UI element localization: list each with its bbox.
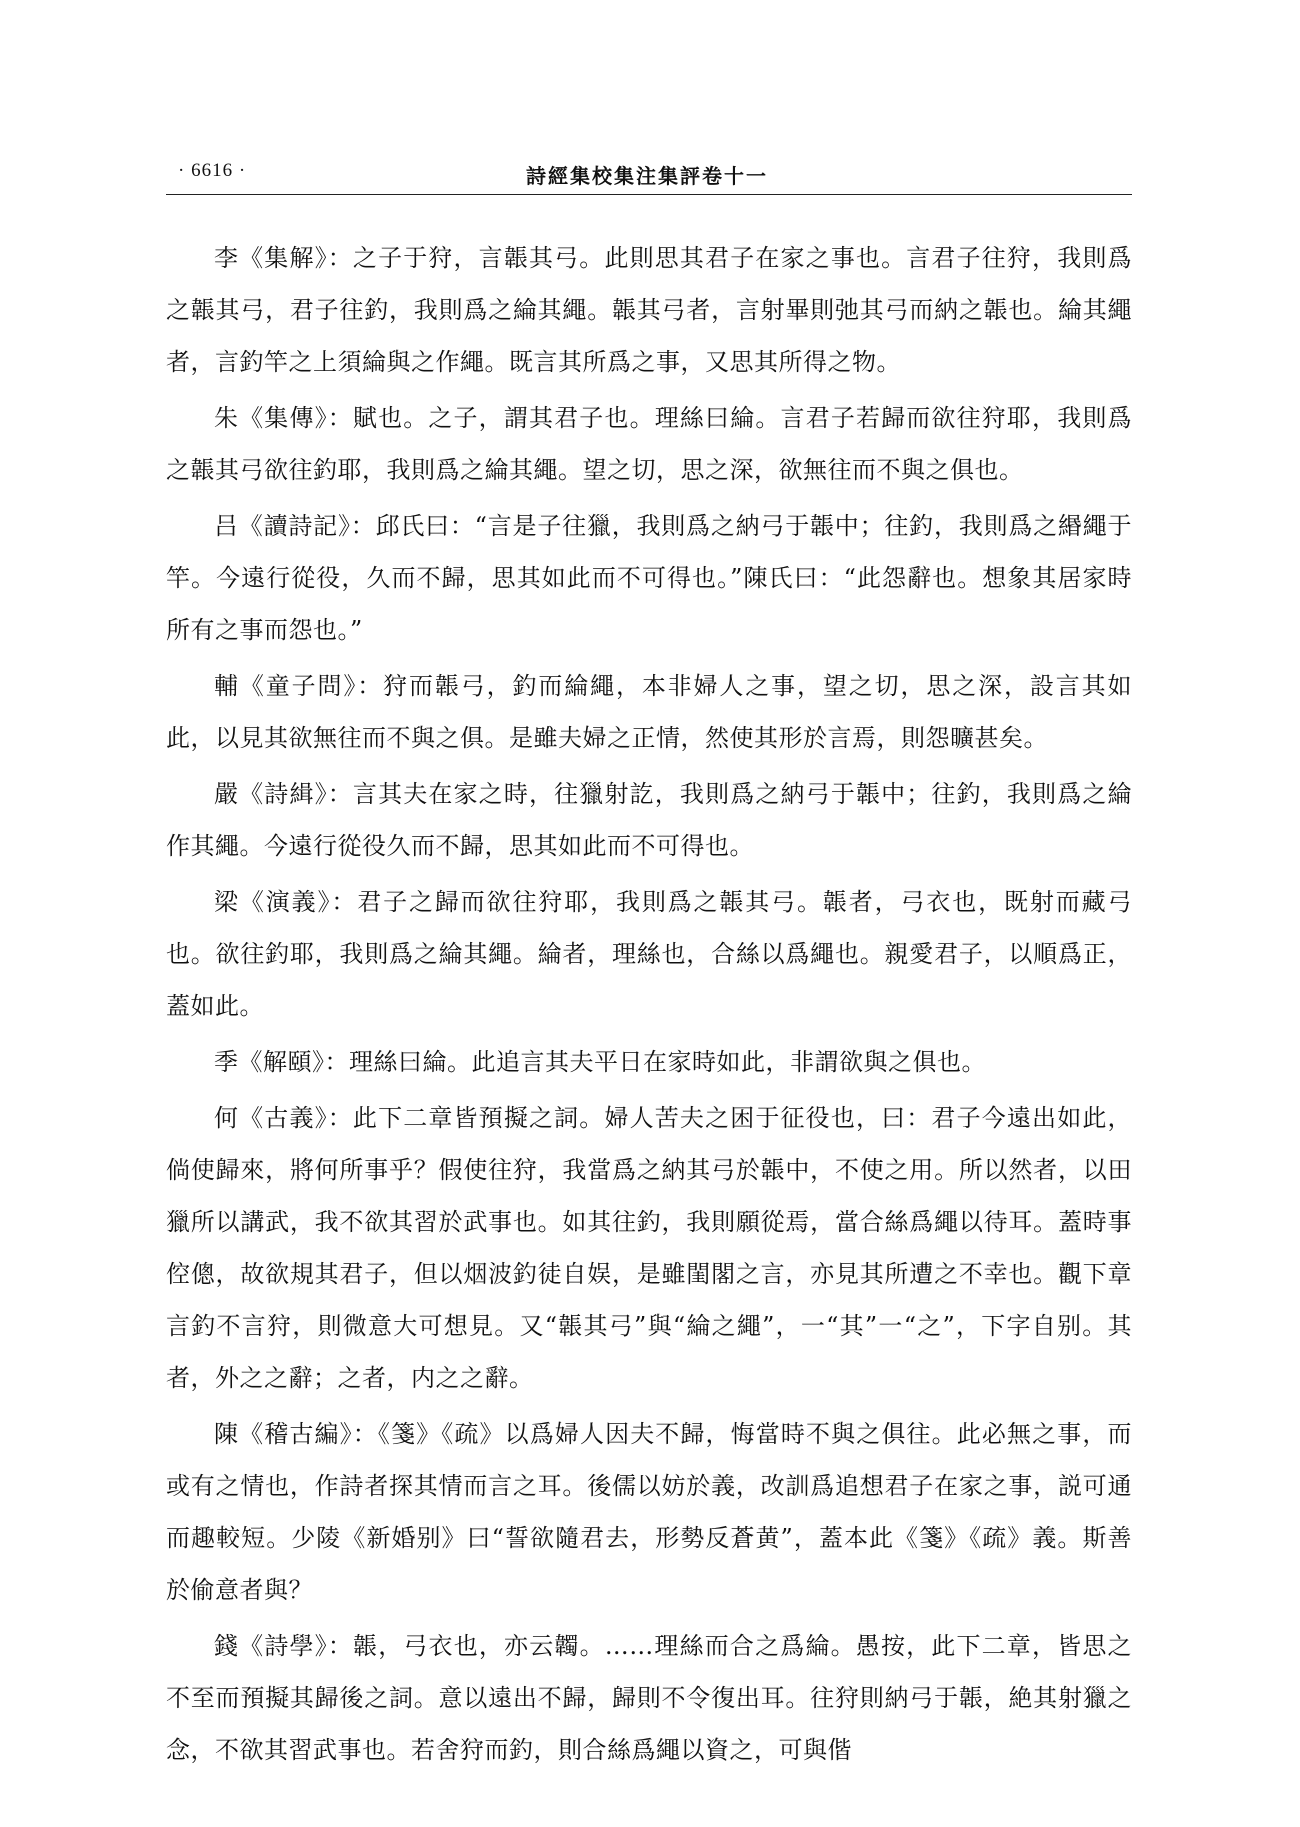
paragraph-yan-shiji: 嚴《詩緝》：言其夫在家之時，往獵射訖，我則爲之納弓于韔中；往釣，我則爲之綸作其繩。今遠行從役久而不歸，思其如此而不可得也。 bbox=[166, 780, 1132, 860]
commentary-body bbox=[166, 232, 1132, 1780]
paragraph-lu-dushiji: 吕《讀詩記》：邱氏曰：“言是子往獵，我則爲之納弓于韔中；往釣，我則爲之緡繩于竿。今遠行從役，久而不歸，思其如此而不可得也。”陳氏曰：“此怨辭也。想象其居家時所有之事而怨也。” bbox=[166, 512, 1132, 644]
paragraph-ji-jieyi: 季《解頤》：理絲曰綸。此追言其夫平日在家時如此，非謂欲與之俱也。 bbox=[214, 1048, 986, 1076]
header-rule bbox=[166, 194, 1132, 195]
paragraph-li-jijie: 李《集解》：之子于狩，言韔其弓。此則思其君子在家之事也。言君子往狩，我則爲之韔其弓，君子往釣，我則爲之綸其繩。韔其弓者，言射畢則弛其弓而納之韔也。綸其繩者，言釣竿之上須綸與之作繩。既言其所爲之事，又思其所得之物。 bbox=[166, 244, 1132, 376]
running-header bbox=[166, 160, 1132, 190]
paragraph-liang-yanyi: 梁《演義》：君子之歸而欲往狩耶，我則爲之韔其弓。韔者，弓衣也，既射而藏弓也。欲往釣耶，我則爲之綸其繩。綸者，理絲也，合絲以爲繩也。親愛君子，以順爲正，蓋如此。 bbox=[166, 888, 1132, 1020]
paragraph-he-guyi: 何《古義》：此下二章皆預擬之詞。婦人苦夫之困于征役也，曰：君子今遠出如此，倘使歸來，將何所事乎？假使往狩，我當爲之納其弓於韔中，不使之用。所以然者，以田獵所以講武，我不欲其習於武事也。如其往釣，我則願從焉，當合絲爲繩以待耳。蓋時事倥傯，故欲規其君子，但以烟波釣徒自娱，是雖閨閣之言，亦見其所遭之不幸也。觀下章言釣不言狩，則微意大可想見。又“韔其弓”與“綸之繩”，一“其”一“之”，下字自别。其者，外之之辭；之者，内之之辭。 bbox=[166, 1104, 1132, 1392]
book-title: 詩經集校集注集評卷十一 bbox=[526, 164, 768, 188]
paragraph-chen-jigubian: 陳《稽古編》：《箋》《疏》以爲婦人因夫不歸，悔當時不與之俱往。此必無之事，而或有之情也，作詩者探其情而言之耳。後儒以妨於義，改訓爲追想君子在家之事，説可通而趣較短。少陵《新婚别》曰“誓欲隨君去，形勢反蒼黄”，蓋本此《箋》《疏》義。斯善於偷意者與？ bbox=[166, 1420, 1132, 1604]
paragraph-zhu-jizhuan: 朱《集傳》：賦也。之子，謂其君子也。理絲曰綸。言君子若歸而欲往狩耶，我則爲之韔其弓欲往釣耶，我則爲之綸其繩。望之切，思之深，欲無往而不與之俱也。 bbox=[166, 404, 1132, 484]
page-number: · 6616 · bbox=[178, 160, 247, 181]
paragraph-qian-shixue: 錢《詩學》：韔，弓衣也，亦云韣。……理絲而合之爲綸。愚按，此下二章，皆思之不至而預擬其歸後之詞。意以遠出不歸，歸則不令復出耳。往狩則納弓于韔，絶其射獵之念，不欲其習武事也。若舍狩而釣，則合絲爲繩以資之，可與偕 bbox=[166, 1632, 1132, 1764]
paragraph-fu-tongziwen: 輔《童子問》：狩而韔弓，釣而綸繩，本非婦人之事，望之切，思之深，設言其如此，以見其欲無往而不與之俱。是雖夫婦之正情，然使其形於言焉，則怨曠甚矣。 bbox=[166, 672, 1132, 752]
